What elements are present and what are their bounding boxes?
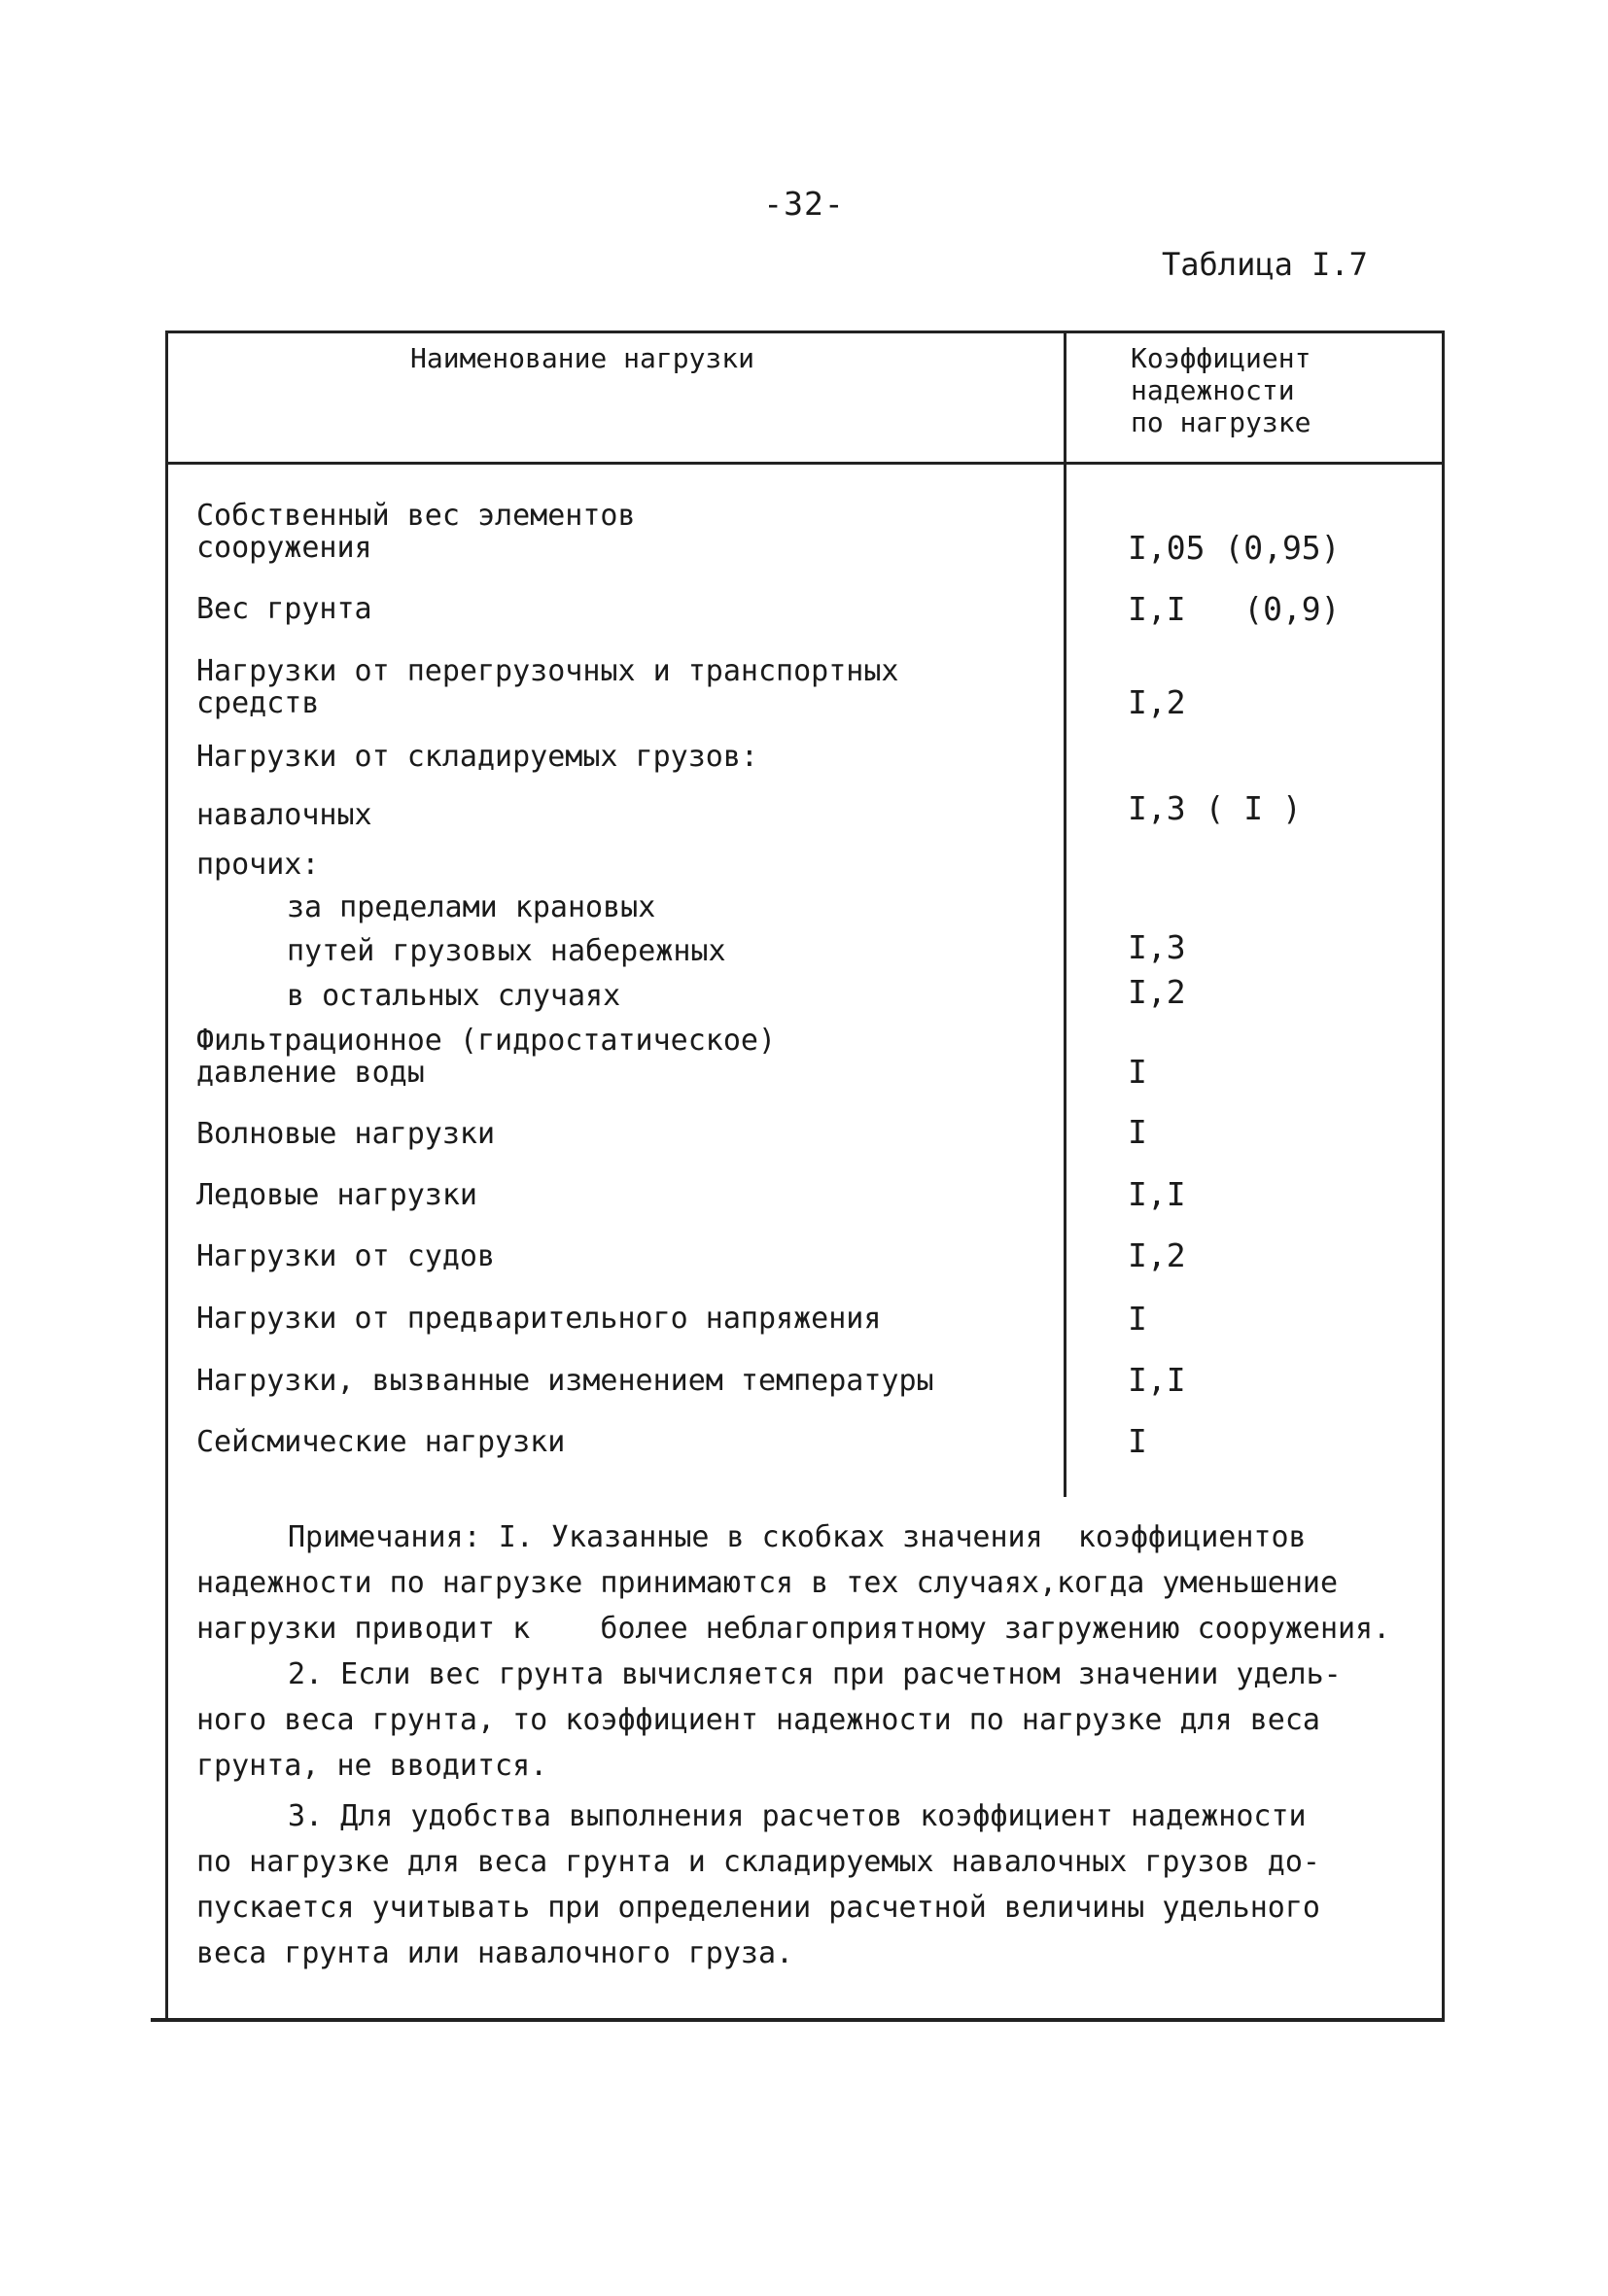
note-line: надежности по нагрузке принимаются в тех случаях,когда уменьшение: [196, 1566, 1338, 1600]
row-name: Вес грунта: [196, 592, 372, 626]
header-coefficient: [1131, 342, 1311, 438]
row-name: Волновые нагрузки: [196, 1117, 496, 1151]
note-line: ного веса грунта, то коэффициент надежности по нагрузке для веса: [196, 1703, 1320, 1737]
note-line: пускается учитывать при определении расчетной величины удельного: [196, 1891, 1320, 1925]
row-value: I,I (0,9): [1128, 590, 1341, 628]
note-line: 3. Для удобства выполнения расчетов коэффициент надежности: [288, 1799, 1307, 1833]
header-coefficient-line: надежности: [1131, 374, 1295, 406]
table-caption: Таблица I.7: [1162, 246, 1368, 283]
note-line: веса грунта или навалочного груза.: [196, 1936, 794, 1970]
row-name: Нагрузки от судов: [196, 1239, 496, 1273]
row-value: I: [1128, 1422, 1147, 1460]
table-right-border: [1442, 330, 1445, 2022]
note-line: 2. Если вес грунта вычисляется при расчетном значении удель-: [288, 1657, 1342, 1691]
row-name: Нагрузки от складируемых грузов:: [196, 740, 758, 774]
row-name: Нагрузки от перегрузочных и транспортных средств: [196, 654, 899, 720]
row-value: I,I: [1128, 1175, 1186, 1213]
table-left-border: [165, 330, 168, 2022]
header-load-name: Наименование нагрузки: [410, 342, 755, 374]
note-line: Примечания: I. Указанные в скобках значения коэффициентов: [288, 1520, 1307, 1554]
header-coefficient-line: Коэффициент: [1131, 342, 1311, 374]
row-name: Фильтрационное (гидростатическое) давление воды: [196, 1024, 777, 1090]
header-coefficient-line: по нагрузке: [1131, 406, 1311, 438]
row-name: навалочных: [196, 798, 372, 832]
row-value: I,2: [1128, 973, 1186, 1011]
row-name: за пределами крановых: [287, 890, 656, 924]
row-value: I,I: [1128, 1361, 1186, 1399]
row-name: Сейсмические нагрузки: [196, 1425, 566, 1459]
row-name: Собственный вес элементов сооружения: [196, 499, 636, 565]
row-value: I: [1128, 1300, 1147, 1338]
row-name: в остальных случаях: [287, 979, 621, 1013]
row-value: I,2: [1128, 683, 1186, 721]
page-number: -32-: [763, 185, 845, 223]
row-name: прочих:: [196, 848, 320, 882]
note-line: нагрузки приводит к более неблагоприятному загружению сооружения.: [196, 1612, 1391, 1646]
row-value: I,05 (0,95): [1128, 529, 1341, 567]
table-column-divider: [1064, 330, 1066, 1497]
row-name: Нагрузки от предварительного напряжения: [196, 1302, 882, 1336]
row-name: путей грузовых набережных: [287, 934, 726, 968]
note-line: по нагрузке для веса грунта и складируемых навалочных грузов до-: [196, 1845, 1320, 1879]
table-bottom-border: [151, 2018, 1445, 2022]
row-name: Ледовые нагрузки: [196, 1178, 477, 1212]
note-line: грунта, не вводится.: [196, 1749, 548, 1783]
row-value: I,3 ( I ): [1128, 789, 1302, 827]
table-top-border: [167, 330, 1445, 333]
row-name: Нагрузки, вызванные изменением температуры: [196, 1364, 934, 1398]
row-value: I,2: [1128, 1236, 1186, 1274]
row-value: I,3: [1128, 928, 1186, 966]
row-value: I: [1128, 1113, 1147, 1151]
table-header-separator: [167, 462, 1445, 465]
row-value: I: [1128, 1053, 1147, 1091]
